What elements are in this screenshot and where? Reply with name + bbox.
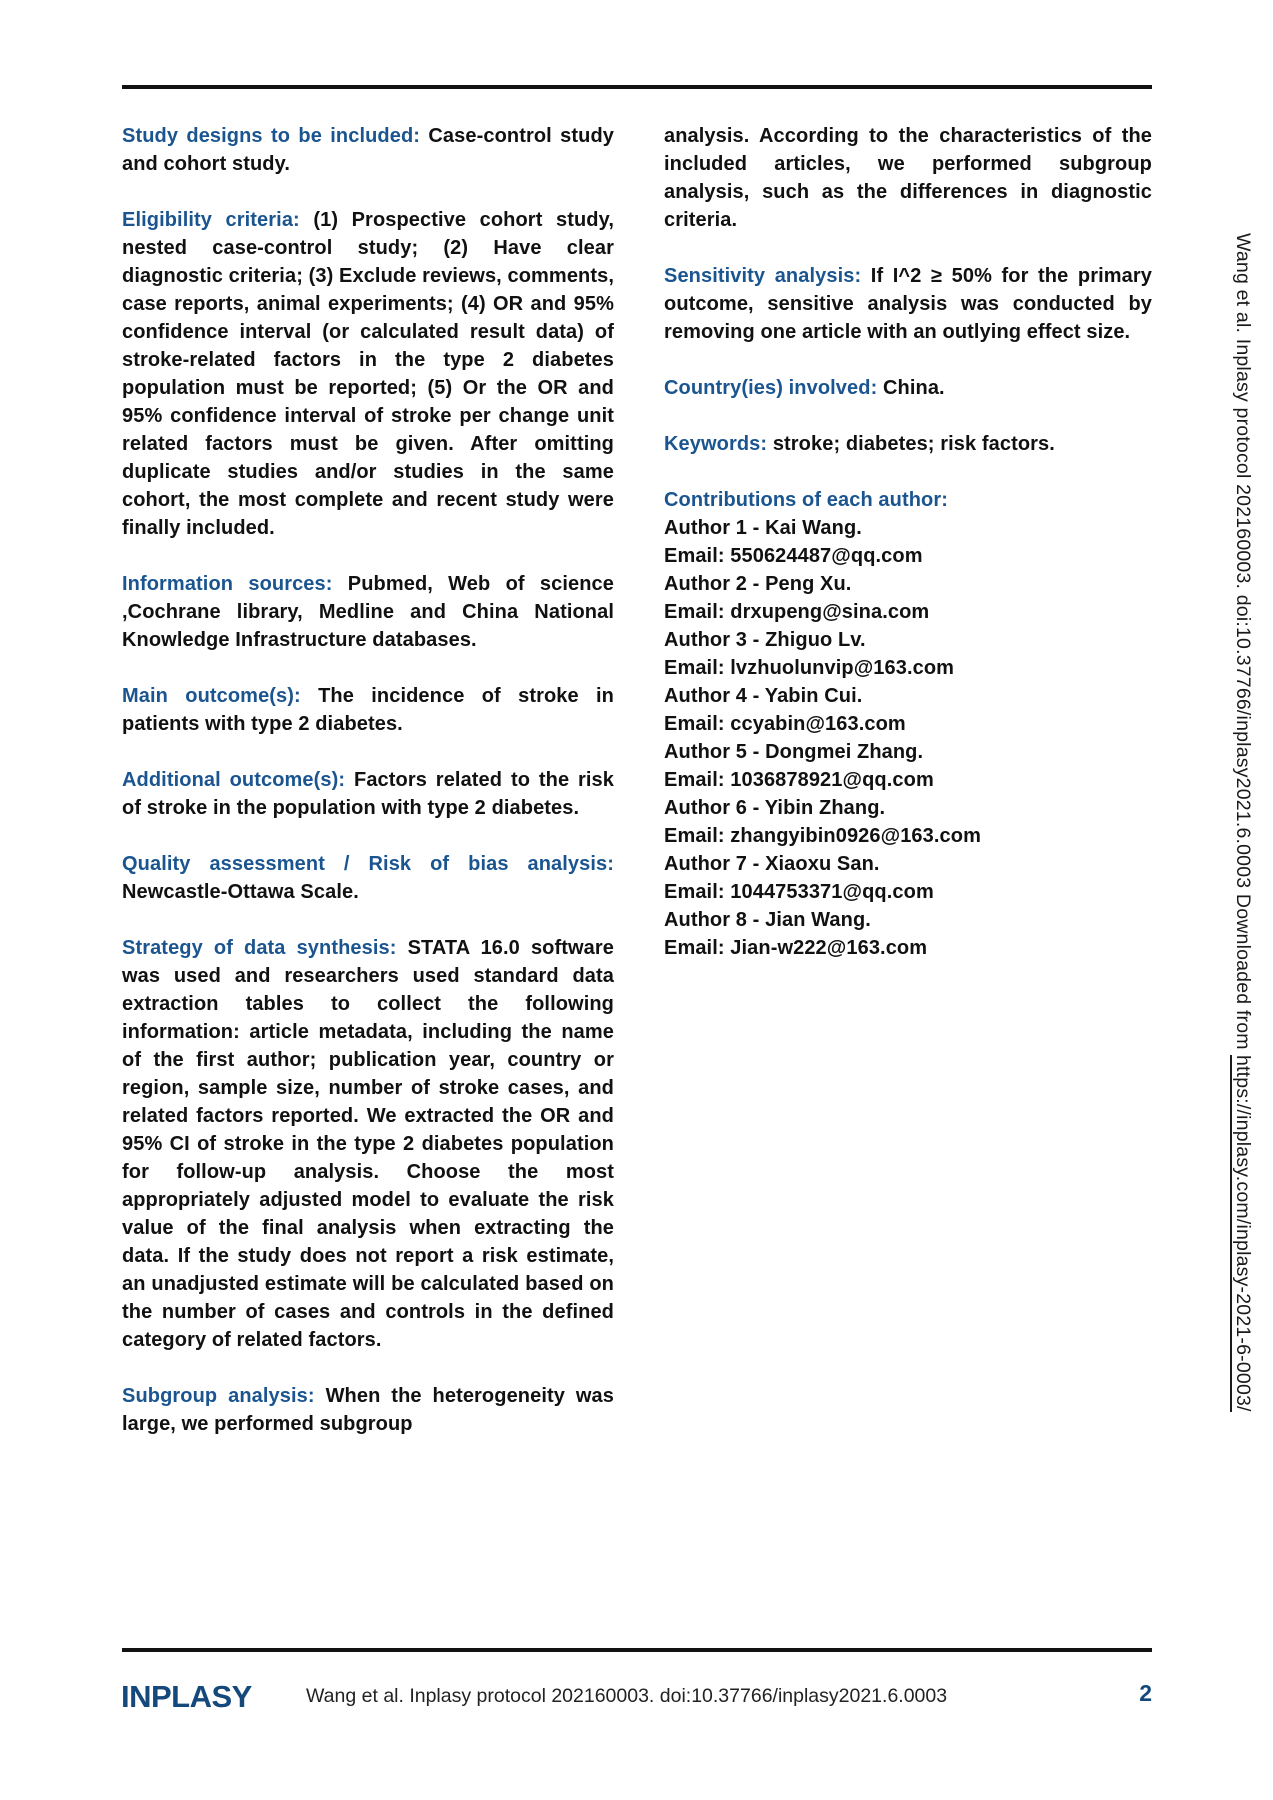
section-quality-assessment [122,850,614,906]
section-body: (1) Prospective cohort study, nested case-control study; (2) Have clear diagnostic criteria; (3) Exclude reviews, comments, case reports, animal experiments; (4) OR and 95% confidence interval (or calculated result data) of stroke-related factors in the type 2 diabetes population must be reported; (5) Or the OR and 95% confidence interval of stroke per change unit related factors must be given. After omitting duplicate studies and/or studies in the same cohort, the most complete and recent study were finally included. [122,209,614,539]
author-line: Author 6 - Yibin Zhang. [664,797,886,819]
author-line: Author 3 - Zhiguo Lv. [664,629,866,651]
section-information-sources [122,570,614,654]
section-body: Pubmed, Web of science ,Cochrane library, Medline and China National Knowledge Infrastructure databases. [122,573,614,651]
section-body: Factors related to the risk of stroke in the population with type 2 diabetes. [122,769,614,819]
author-email-line: Email: ccyabin@163.com [664,713,906,735]
section-heading: Study designs to be included: [122,125,429,147]
paragraph-continuation: analysis. According to the characteristics of the included articles, we performed subgroup analysis, such as the differences in diagnostic criteria. [664,125,1152,231]
section-heading: Country(ies) involved: [664,377,883,399]
section-keywords [664,430,1152,458]
section-heading: Additional outcome(s): [122,769,355,791]
author-email-line: Email: Jian-w222@163.com [664,937,928,959]
author-line: Author 7 - Xiaoxu San. [664,853,880,875]
section-heading: Sensitivity analysis: [664,265,871,287]
author-line: Author 8 - Jian Wang. [664,909,871,931]
section-body: China. [883,377,945,399]
section-heading: Eligibility criteria: [122,209,314,231]
section-body: Newcastle-Ottawa Scale. [122,881,359,903]
section-countries-involved [664,374,1152,402]
author-email-line: Email: drxupeng@sina.com [664,601,930,623]
page-number: 2 [1139,1680,1152,1706]
section-heading: Information sources: [122,573,348,595]
section-additional-outcomes [122,766,614,822]
section-main-outcomes [122,682,614,738]
author-email-line: Email: zhangyibin0926@163.com [664,825,981,847]
section-subgroup-analysis [122,1382,614,1438]
left-column [122,122,614,1438]
section-sensitivity-analysis [664,262,1152,346]
author-email-line: Email: lvzhuolunvip@163.com [664,657,955,679]
vertical-citation-link[interactable]: https://inplasy.com/inplasy-2021-6-0003/ [1232,1055,1254,1413]
section-study-designs [122,122,614,178]
author-email-line: Email: 1036878921@qq.com [664,769,934,791]
footer-citation: Wang et al. Inplasy protocol 202160003. doi:10.37766/inplasy2021.6.0003 [306,1685,948,1707]
section-body: Case-control study and cohort study. [122,125,614,175]
section-heading: Keywords: [664,433,773,455]
author-line: Author 5 - Dongmei Zhang. [664,741,924,763]
top-rule [122,85,1152,89]
section-body: STATA 16.0 software was used and researchers used standard data extraction tables to collect the following information: article metadata, including the name of the first author; publication year, country or region, sample size, number of stroke cases, and related factors reported. We extracted the OR and 95% CI of stroke in the type 2 diabetes population for follow-up analysis. Choose the most appropriately adjusted model to evaluate the risk value of the final analysis when extracting the data. If the study does not report a risk estimate, an unadjusted estimate will be calculated based on the number of cases and controls in the defined category of related factors. [122,937,614,1351]
section-eligibility-criteria [122,206,614,542]
author-line: Author 4 - Yabin Cui. [664,685,863,707]
contributions-heading: Contributions of each author: [664,489,948,511]
inplasy-logo: INPLASY [121,1679,252,1714]
section-contributions [664,486,1152,962]
section-heading: Quality assessment / Risk of bias analysis: [122,853,614,875]
section-body: The incidence of stroke in patients with type 2 diabetes. [122,685,614,735]
bottom-rule [122,1648,1152,1652]
author-email-line: Email: 1044753371@qq.com [664,881,934,903]
vertical-citation-text: Wang et al. Inplasy protocol 202160003. doi:10.37766/inplasy2021.6.0003 Downloaded from [1232,233,1254,1056]
vertical-citation [1231,233,1254,1412]
section-body: When the heterogeneity was large, we performed subgroup [122,1385,614,1435]
right-column [664,122,1152,962]
section-body: If I^2 ≥ 50% for the primary outcome, sensitive analysis was conducted by removing one article with an outlying effect size. [664,265,1152,343]
section-strategy-data-synthesis [122,934,614,1354]
author-line: Author 1 - Kai Wang. [664,517,862,539]
section-heading: Strategy of data synthesis: [122,937,408,959]
author-line: Author 2 - Peng Xu. [664,573,852,595]
author-email-line: Email: 550624487@qq.com [664,545,923,567]
section-body: stroke; diabetes; risk factors. [772,433,1055,455]
section-heading: Main outcome(s): [122,685,319,707]
section-heading: Subgroup analysis: [122,1385,326,1407]
